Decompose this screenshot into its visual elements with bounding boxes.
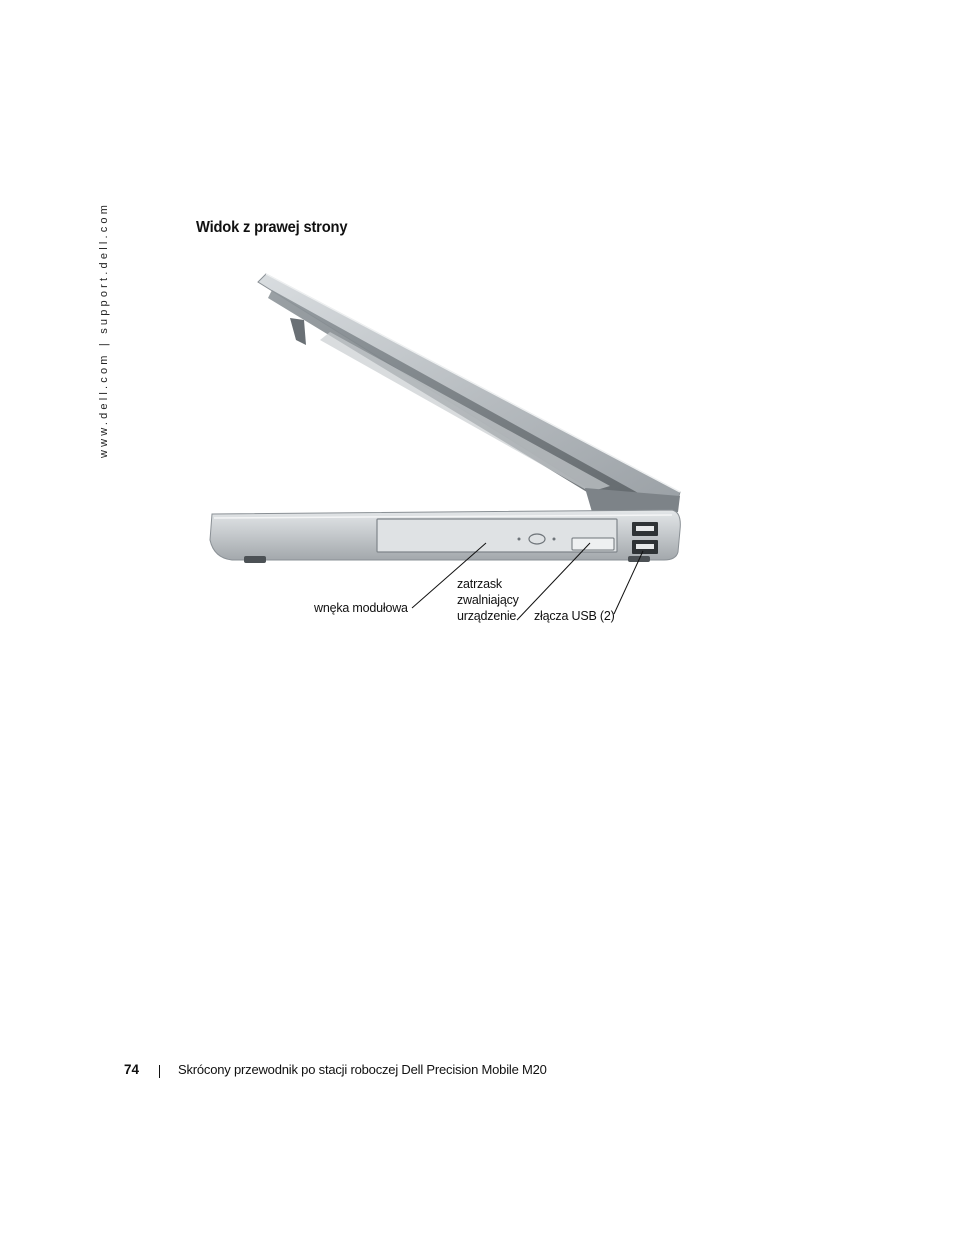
callout-release-latch: zatrzask zwalniający urządzenie: [457, 577, 519, 623]
footer-document-title: Skrócony przewodnik po stacji roboczej Dell Precision Mobile M20: [178, 1062, 547, 1077]
laptop-lid: [258, 274, 680, 508]
sidebar-url: www.dell.com | support.dell.com: [98, 201, 110, 458]
callout-usb-connectors: złącza USB (2): [534, 609, 615, 623]
callout-module-bay: wnęka modułowa: [314, 601, 408, 615]
page-number: 74: [124, 1062, 140, 1077]
section-title: Widok z prawej strony: [196, 219, 348, 236]
device-release-latch: [572, 538, 614, 550]
footer-divider: [159, 1065, 160, 1078]
